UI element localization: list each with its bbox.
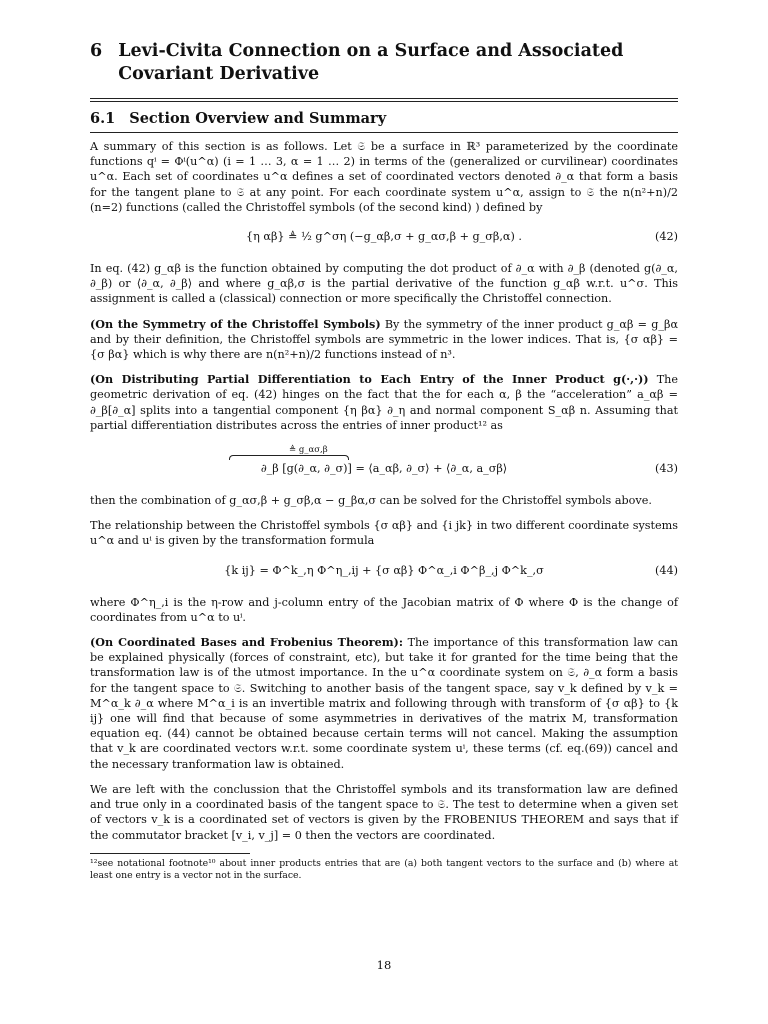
equation-43-overbrace [229,455,349,460]
equation-44-number: (44) [655,563,678,577]
paragraph-relationship: The relationship between the Christoffel symbols {σ αβ} and {i jk} in two different coordinate systems u^α and uⁱ is given by the transformation formula [90,519,678,548]
section-title: Section Overview and Summary [129,110,387,127]
equation-44 [90,559,678,583]
chapter-heading [90,40,678,86]
equation-43-body: ∂_β [g(∂_α, ∂_σ)] = ⟨a_αβ, ∂_σ⟩ + ⟨∂_α, a_σβ⟩ [260,462,508,476]
equation-43-overbrace-label: ≜ g_ασ,β [289,445,328,456]
bases-lead: (On Coordinated Bases and Frobenius Theorem): [90,635,403,650]
paragraph-distributing [90,372,678,433]
paragraph-after-43: then the combination of g_ασ,β + g_σβ,α − g_βα,σ can be solved for the Christoffel symbols above. [90,494,652,508]
chapter-rule [90,98,678,102]
symmetry-lead: (On the Symmetry of the Christoffel Symbols) [90,316,381,331]
equation-42-body: {η αβ} ≜ ½ g^ση (−g_αβ,σ + g_ασ,β + g_σβ,α) . [246,230,522,244]
symmetry-body: By the symmetry of the inner product g_αβ = g_βα and by their definition, the Christoffel symbols are symmetric in the lower indices. That is, {σ αβ} = {σ βα} which is why there are n(n²+n)/2 functions instead of n³. [90,317,678,362]
section-heading [90,110,678,128]
section-number: 6.1 [90,110,116,127]
paragraph-intro: A summary of this section is as follows. Let 𝔖 be a surface in ℝ³ parameterized by the coordinate functions qⁱ = Φⁱ(u^α) (i = 1 … 3, α = 1 … 2) in terms of the (generalized or curvilinear) coordinates u^α. Each set of coordinates u^α defines a set of coordinated vectors denoted ∂_α that form a basis for the tangent plane to 𝔖 at any point. For each coordinate system u^α, assign to 𝔖 the n(n²+n)/2 (n=2) functions (called the Christoffel symbols (of the second kind) ) defined by [90,140,678,214]
paragraph-coordinated-bases [90,635,678,772]
distributing-lead: (On Distributing Partial Differentiation to Each Entry of the Inner Product g(·,·)) [90,372,649,387]
chapter-number: 6 [90,41,103,61]
paragraph-after-42: In eq. (42) g_αβ is the function obtained by computing the dot product of ∂_α with ∂_β (denoted g(∂_α, ∂_β) or ⟨∂_α, ∂_β⟩ and where g_αβ,σ is the partial derivative of the function g_αβ w.r.t. u^σ. This assignment is called a (classical) connection or more specifically the Christoffel connection. [90,262,678,306]
chapter-title: Levi-Civita Connection on a Surface and Associated Covariant Derivative [118,41,624,84]
footnote-rule [90,853,250,854]
section-rule [90,132,678,133]
page-number: 18 [376,958,392,972]
paragraph-conclusion: We are left with the conclussion that the Christoffel symbols and its transformation law are defined and true only in a coordinated basis of the tangent space to 𝔖. The test to determine when a given set of vectors v_k is a coordinated set of vectors is given by the FROBENIUS THEOREM and says that if the commutator bracket [v_i, v_j] = 0 then the vectors are coordinated. [90,782,678,842]
page-content [90,40,678,882]
distributing-body: The geometric derivation of eq. (42) hinges on the fact that the for each α, β the “acceleration” a_αβ = ∂_β[∂_α] splits into a tangential component {η βα} ∂_η and normal component S_αβ n. Assuming that partial differentiation distributes across the entries of inner product¹² as [90,373,678,432]
bases-body: The importance of this transformation law can be explained physically (forces of constraint, etc), but take it for granted for the time being that the transformation law is of the utmost importance. In the u^α coordinate system on 𝔖, ∂_α form a basis for the tangent space to 𝔖. Switching to another basis of the tangent space, say v_k defined by v_k = M^α_k ∂_α where M^α_i is an invertible matrix and following through with transform of {σ αβ} to {k ij} one will find that because of some asymmetries in derivatives of the matrix M, transformation equation eq. (44) cannot be obtained because certain terms will not cancel. Making the assumption that v_k are coordinated vectors w.r.t. some coordinate system uⁱ, these terms (cf. eq.(69)) cancel and the necessary tranformation law is obtained. [90,636,678,771]
paragraph-symmetry [90,317,678,363]
equation-44-body: {k ij} = Φ^k_,η Φ^η_,ij + {σ αβ} Φ^α_,i Φ^β_,j Φ^k_,σ [224,563,544,577]
equation-43-number: (43) [655,462,678,476]
equation-42 [90,225,678,249]
equation-43 [90,443,678,481]
footnote-12: ¹²see notational footnote¹⁰ about inner products entries that are (a) both tangent vectors to the surface and (b) where at least one entry is a vector not in the surface. [90,857,678,881]
equation-42-number: (42) [655,230,678,244]
paragraph-after-44: where Φ^η_,i is the η-row and j-column entry of the Jacobian matrix of Φ where Φ is the change of coordinates from u^α to uⁱ. [90,595,678,624]
